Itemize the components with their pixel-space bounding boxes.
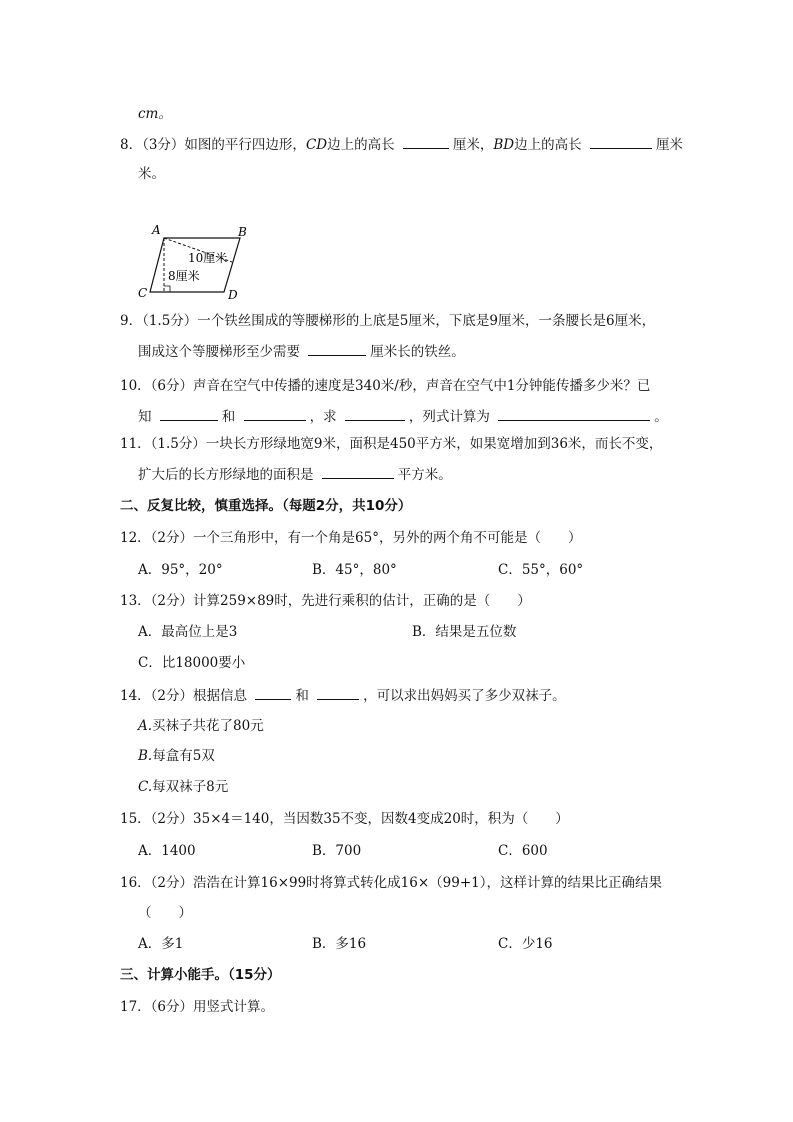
label-d: D [228, 288, 238, 302]
q14-option-b-letter: B. [138, 748, 153, 764]
q17-stem: 17．（6分）用竖式计算。 [120, 999, 275, 1015]
q11-line2 [138, 464, 452, 485]
q9-post: 厘米长的铁丝。 [370, 344, 465, 360]
q10-d: ，列式计算为 [408, 409, 490, 425]
q14-option-c[interactable] [138, 777, 228, 797]
question-8 [120, 134, 683, 155]
q13-option-c[interactable]: C．比18000要小 [138, 655, 246, 671]
q11-blank[interactable] [322, 464, 394, 479]
q14-option-c-text: 每双袜子8元 [152, 779, 229, 795]
q8-blank-1[interactable] [403, 134, 449, 149]
q14-option-c-letter: C. [138, 779, 153, 795]
q10-blank-3[interactable] [345, 406, 405, 421]
q16-stem: 16．（2分）浩浩在计算16×99时将算式转化成16×（99+1），这样计算的结果比正确结果 [120, 875, 663, 891]
right-angle-mark [164, 286, 170, 292]
q11-line1: 11．（1.5分）一块长方形绿地宽9米，面积是450平方米，如果宽增加到36米，而长不变， [120, 436, 663, 452]
q8-text4: 厘米 [655, 137, 683, 153]
q10-blank-4[interactable] [498, 406, 650, 421]
label-8cm: 8厘米 [168, 269, 200, 283]
label-a: A [152, 223, 161, 237]
q16-option-a[interactable]: A．多1 [138, 936, 184, 952]
q11-pre: 扩大后的长方形绿地的面积是 [138, 467, 314, 483]
q11-post: 平方米。 [397, 467, 452, 483]
q10-c: ，求 [309, 409, 337, 425]
q8-bd: BD [493, 137, 515, 153]
q14-option-b-text: 每盒有5双 [152, 748, 215, 764]
q8-text3: 边上的高长 [514, 137, 582, 153]
q10-a: 知 [138, 409, 152, 425]
q14-blank-1[interactable] [255, 685, 291, 700]
q13-option-a[interactable]: A．最高位上是3 [138, 624, 238, 640]
q14-option-a-letter: A. [138, 718, 153, 734]
q15-stem: 15．（2分）35×4＝140，当因数35不变，因数4变成20时，积为（ ） [120, 811, 569, 827]
q14-option-a[interactable] [138, 716, 264, 736]
q16-paren: （ ） [138, 905, 192, 921]
label-b: B [238, 225, 247, 239]
section-2-title: 二、反复比较，慎重选择。（每题2分，共10分） [120, 498, 412, 514]
label-c: C [138, 286, 148, 300]
q8-blank-2[interactable] [590, 134, 652, 149]
q8-text2: 厘米， [452, 137, 494, 153]
q13-option-b[interactable]: B．结果是五位数 [412, 624, 517, 640]
q14-blank-2[interactable] [317, 685, 359, 700]
section-3-title: 三、计算小能手。（15分） [120, 967, 281, 983]
q8-cd: CD [305, 137, 328, 153]
q14-option-a-text: 买袜子共花了80元 [152, 718, 264, 734]
q16-option-b[interactable]: B．多16 [312, 936, 367, 952]
q14-stem [120, 685, 566, 706]
q14-post: ，可以求出妈妈买了多少双袜子。 [363, 688, 566, 704]
q10-line2 [138, 406, 668, 427]
q10-blank-1[interactable] [160, 406, 218, 421]
q10-line1: 10．（6分）声音在空气中传播的速度是340米/秒，声音在空气中1分钟能传播多少米？已 [120, 378, 651, 394]
q12-stem: 12．（2分）一个三角形中，有一个角是65°，另外的两个角不可能是（ ） [120, 530, 582, 546]
q12-option-b[interactable]: B．45°，80° [312, 562, 397, 578]
q14-mid: 和 [295, 688, 309, 704]
q10-blank-2[interactable] [244, 406, 306, 421]
q16-option-c[interactable]: C．少16 [498, 936, 553, 952]
label-10cm: 10厘米 [188, 251, 228, 265]
q15-option-b[interactable]: B．700 [312, 843, 362, 859]
q14-option-b[interactable] [138, 746, 215, 766]
q9-blank[interactable] [308, 341, 366, 356]
q10-e: 。 [654, 409, 668, 425]
q15-option-c[interactable]: C．600 [498, 843, 548, 859]
q12-option-c[interactable]: C．55°，60° [498, 562, 584, 578]
q8-line2: 米。 [138, 166, 165, 182]
q8-number: 8．（3分）如图的平行四边形， [120, 137, 306, 153]
parallelogram-figure [134, 220, 254, 304]
q14-pre: 14．（2分）根据信息 [120, 688, 248, 704]
q8-text1: 边上的高长 [327, 137, 395, 153]
q13-stem: 13．（2分）计算259×89时，先进行乘积的估计，正确的是（ ） [120, 593, 531, 609]
q10-b: 和 [221, 409, 236, 425]
q12-option-a[interactable]: A．95°，20° [138, 562, 223, 578]
q9-line2 [138, 341, 465, 362]
q9-pre: 围成这个等腰梯形至少需要 [138, 344, 300, 360]
q15-option-a[interactable]: A．1400 [138, 843, 196, 859]
q9-line1: 9．（1.5分）一个铁丝围成的等腰梯形的上底是5厘米，下底是9厘米，一条腰长是6厘米， [120, 313, 656, 329]
unit-cm: cm。 [138, 106, 172, 122]
